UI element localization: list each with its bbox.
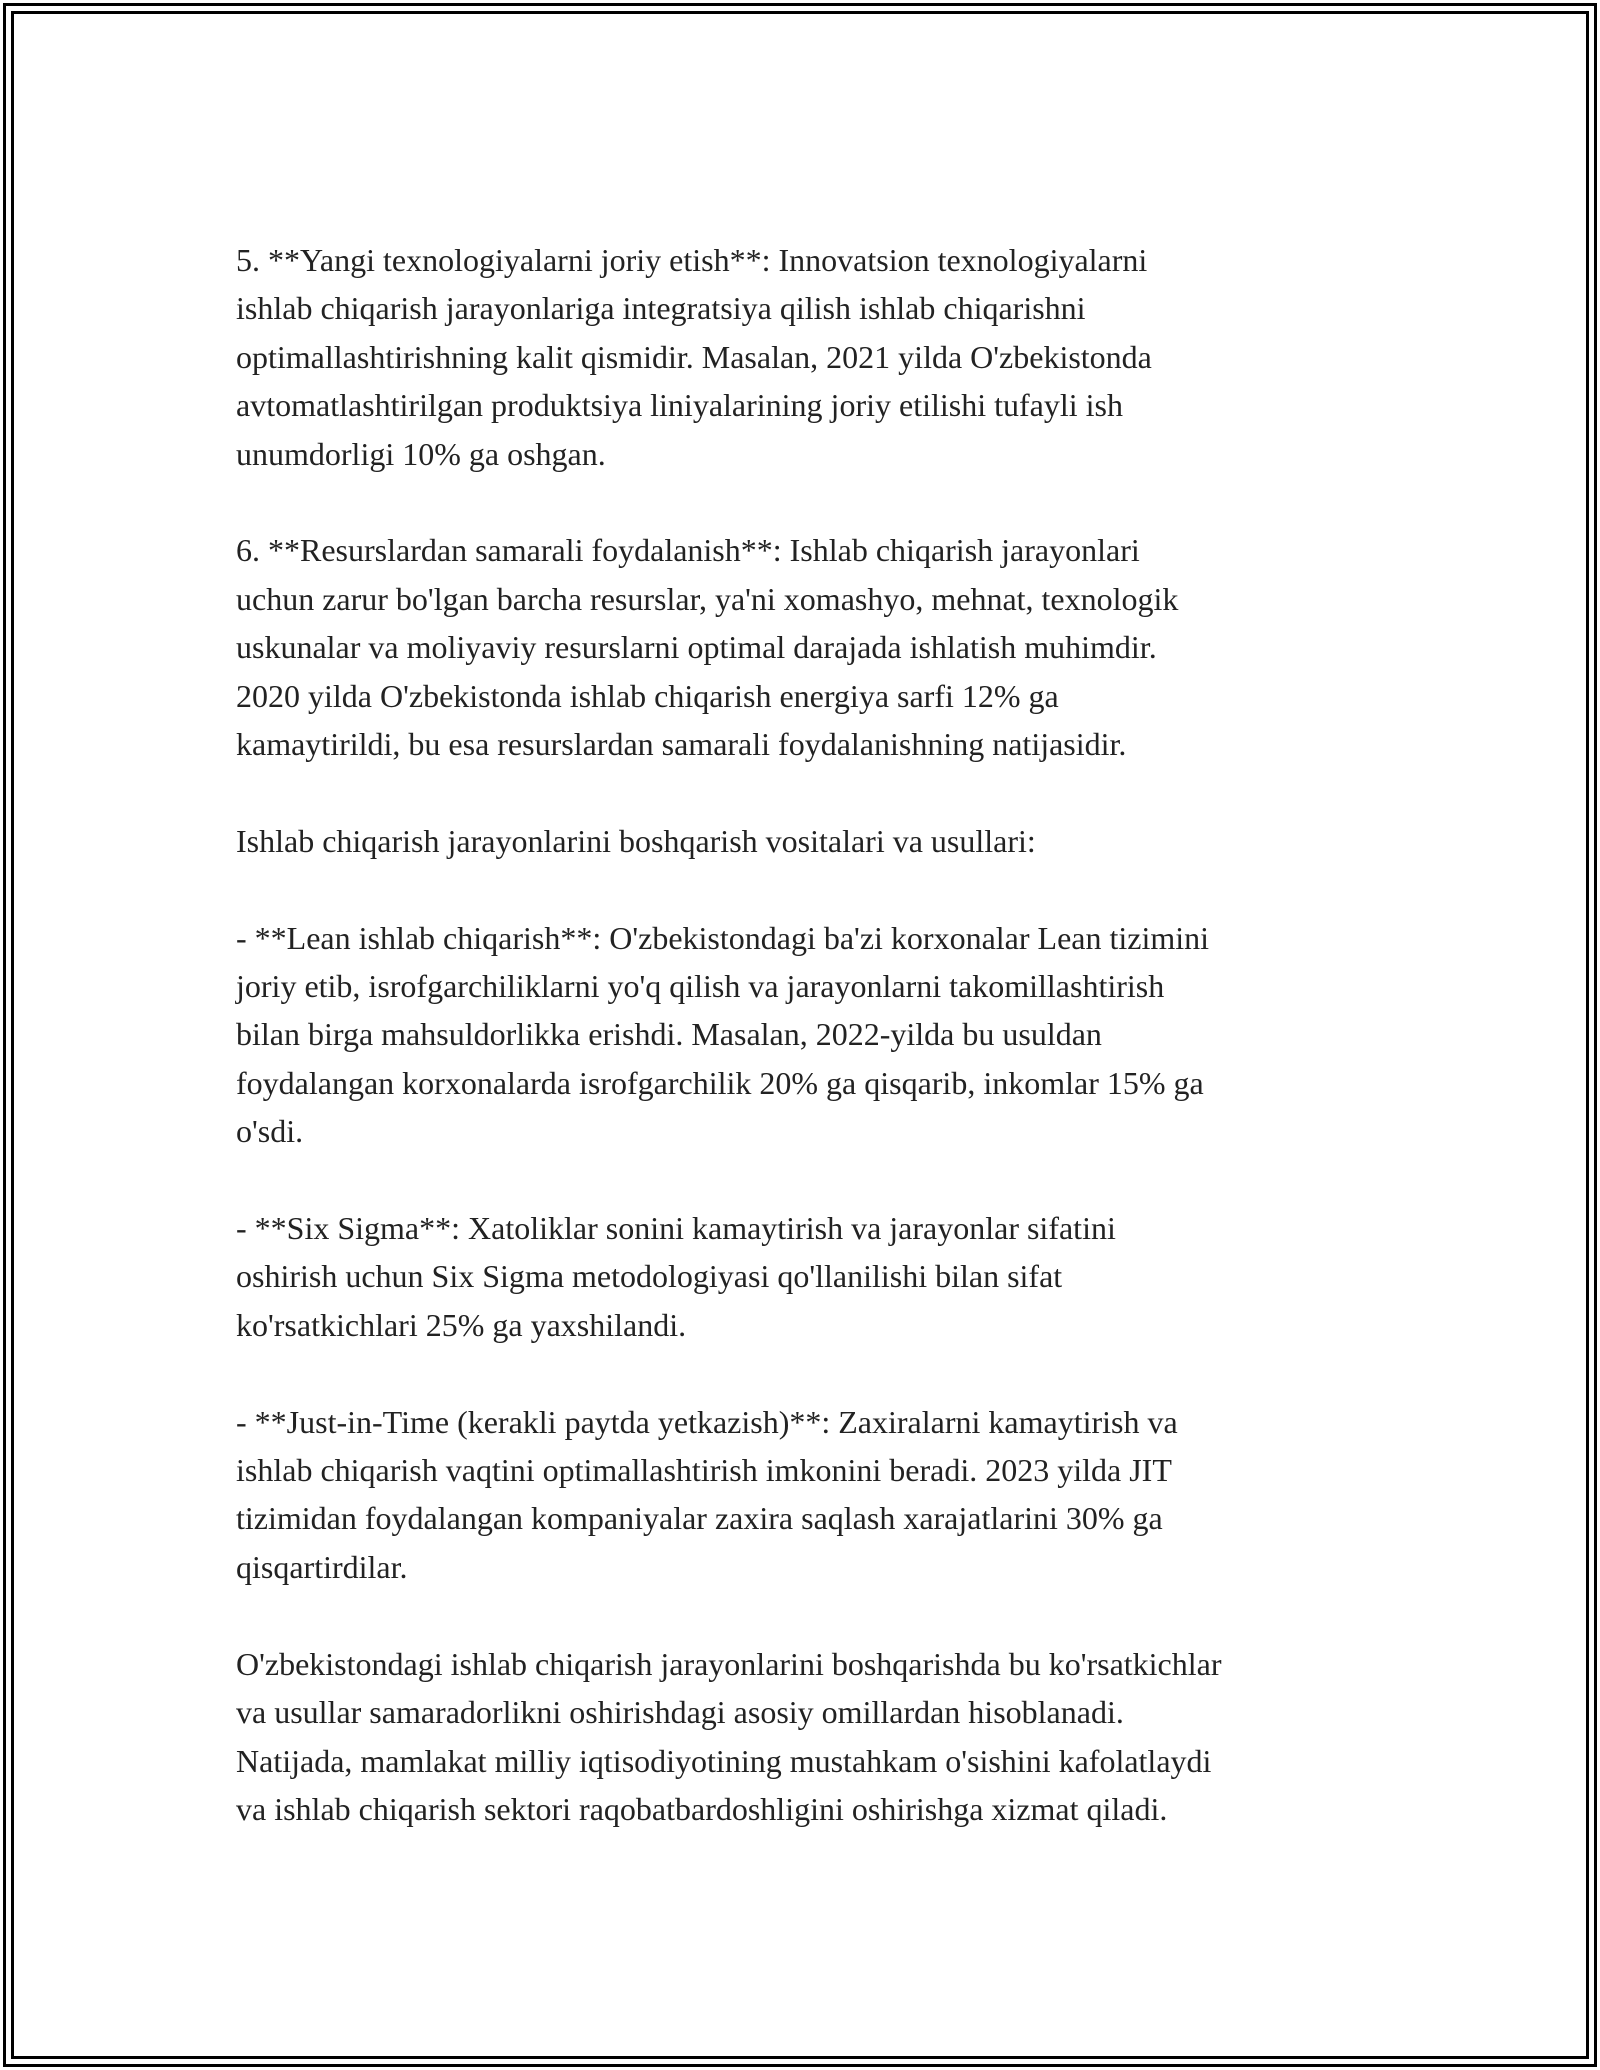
document-body xyxy=(236,236,1386,1833)
paragraph-new-technologies: 5. **Yangi texnologiyalarni joriy etish**: Innovatsion texnologiyalarni ishlab chiqarish jarayonlariga integratsiya qilish ishlab chiqarishni optimallashtirishning kalit qismidir. Masalan, 2021 yilda O'zbekistonda avtomatlashtirilgan produktsiya liniyalarining joriy etilishi tufayli ish unumdorligi 10% ga oshgan. xyxy=(236,242,1152,472)
list-item-six-sigma: - **Six Sigma**: Xatoliklar sonini kamaytirish va jarayonlar sifatini oshirish uchun Six Sigma metodologiyasi qo'llanilishi bilan sifat ko'rsatkichlari 25% ga yaxshilandi. xyxy=(236,1210,1116,1343)
list-item-just-in-time: - **Just-in-Time (kerakli paytda yetkazish)**: Zaxiralarni kamaytirish va ishlab chiqarish vaqtini optimallashtirish imkonini beradi. 2023 yilda JIT tizimidan foydalangan kompaniyalar zaxira saqlash xarajatlarini 30% ga qisqartirdilar. xyxy=(236,1403,1178,1585)
list-item-lean: - **Lean ishlab chiqarish**: O'zbekistondagi ba'zi korxonalar Lean tizimini joriy etib, isrofgarchiliklarni yo'q qilish va jarayonlarni takomillashtirish bilan birga mahsuldorlikka erishdi. Masalan, 2022-yilda bu usuldan foydalangan korxonalarda isrofgarchilik 20% ga qisqarib, inkomlar 15% ga o'sdi. xyxy=(236,919,1210,1150)
section-heading-tools-methods: Ishlab chiqarish jarayonlarini boshqarish vositalari va usullari: xyxy=(236,822,1036,859)
paragraph-conclusion: O'zbekistondagi ishlab chiqarish jarayonlarini boshqarishda bu ko'rsatkichlar va usullar samaradorlikni oshirishdagi asosiy omillardan hisoblanadi. Natijada, mamlakat milliy iqtisodiyotining mustahkam o'sishini kafolatlaydi va ishlab chiqarish sektori raqobatbardoshligini oshirishga xizmat qiladi. xyxy=(236,1645,1222,1827)
paragraph-resource-efficiency: 6. **Resurslardan samarali foydalanish**: Ishlab chiqarish jarayonlari uchun zarur bo'lgan barcha resurslar, ya'ni xomashyo, mehnat, texnologik uskunalar va moliyaviy resurslarni optimal darajada ishlatish muhimdir. 2020 yilda O'zbekistonda ishlab chiqarish energiya sarfi 12% ga kamaytirildi, bu esa resurslardan samarali foydalanishning natijasidir. xyxy=(236,532,1179,763)
